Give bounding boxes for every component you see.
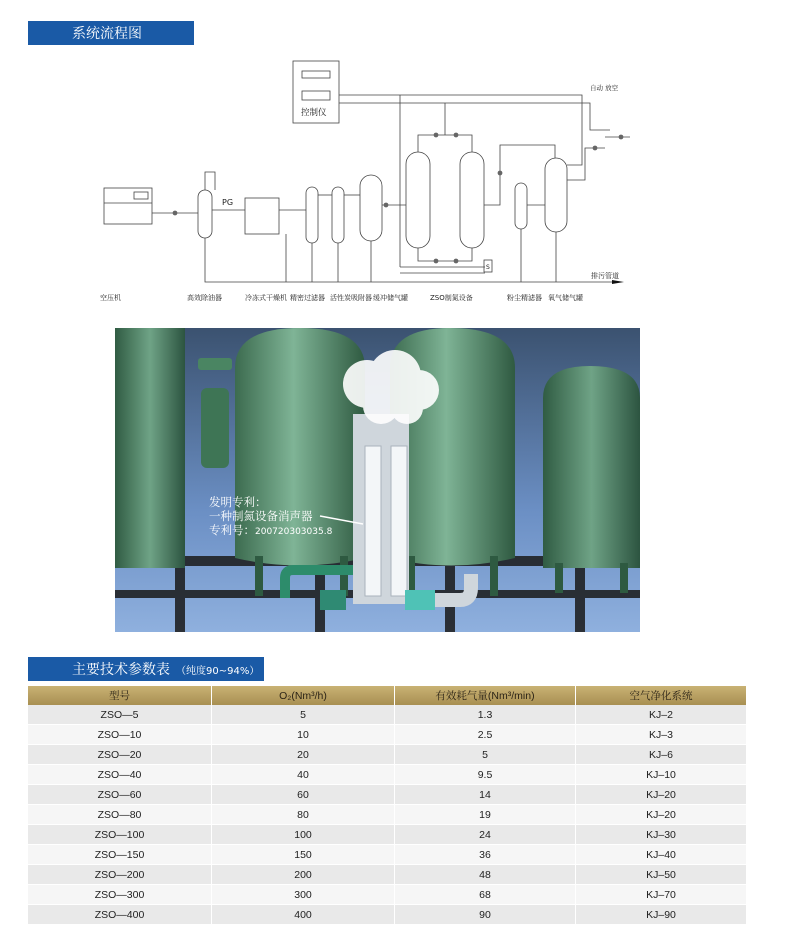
table-cell: KJ–2	[576, 705, 747, 725]
equipment-label: 缓冲储气罐	[373, 294, 408, 302]
table-cell: KJ–30	[576, 825, 747, 845]
section-header-specs	[28, 657, 264, 681]
table-cell: KJ–50	[576, 865, 747, 885]
table-row	[28, 825, 746, 845]
table-cell: KJ–40	[576, 845, 747, 865]
table-cell: KJ–3	[576, 725, 747, 745]
air-compressor	[104, 188, 152, 224]
table-cell: 5	[212, 705, 395, 725]
precision-filter	[306, 187, 318, 243]
table-cell: ZSO—5	[28, 705, 212, 725]
valve-icon	[173, 211, 178, 216]
table-cell: 150	[212, 845, 395, 865]
controller-panel	[302, 91, 330, 100]
table-cell: KJ–20	[576, 785, 747, 805]
drain-label: 排污管道	[591, 272, 619, 280]
refrigerated-dryer	[245, 198, 279, 234]
column-header: O₂(Nm³/h)	[212, 686, 395, 705]
equipment-label: 氧气储气罐	[548, 294, 583, 302]
equipment-labels	[100, 293, 583, 302]
auto-release-label: 自动 放空	[590, 84, 619, 92]
dust-filter	[201, 388, 229, 468]
patent-number: 200720303035.8	[255, 527, 333, 537]
table-row	[28, 745, 746, 765]
arrow-icon	[612, 280, 624, 284]
table-row	[28, 785, 746, 805]
table-cell: ZSO—200	[28, 865, 212, 885]
table-cell: ZSO—400	[28, 905, 212, 925]
equipment-label: 活性炭吸附器	[330, 294, 372, 302]
system-flow-diagram	[90, 55, 650, 310]
table-cell: 19	[395, 805, 576, 825]
table-cell: ZSO—10	[28, 725, 212, 745]
table-cell: 80	[212, 805, 395, 825]
table-header-row	[28, 686, 746, 705]
dust-filter	[515, 183, 527, 229]
table-cell: 40	[212, 765, 395, 785]
equipment-rendering	[115, 328, 640, 632]
adsorption-tower-right	[460, 152, 484, 248]
table-cell: 90	[395, 905, 576, 925]
patent-line-2: 一种制氮设备消声器	[209, 509, 313, 523]
table-cell: ZSO—40	[28, 765, 212, 785]
section-subtitle: （纯度90~94%）	[176, 665, 260, 677]
table-cell: KJ–6	[576, 745, 747, 765]
column-header: 型号	[28, 686, 212, 705]
table-cell: KJ–70	[576, 885, 747, 905]
table-row	[28, 845, 746, 865]
pipe-flange	[320, 590, 346, 610]
section-header-flowchart	[28, 21, 194, 45]
table-cell: ZSO—150	[28, 845, 212, 865]
controller-display	[302, 71, 330, 78]
pipe-flange	[405, 590, 435, 610]
table-cell: KJ–90	[576, 905, 747, 925]
table-cell: 100	[212, 825, 395, 845]
section-title: 主要技术参数表	[72, 662, 170, 678]
valve-icon	[434, 133, 439, 138]
valve-icon	[498, 171, 503, 176]
valve-icon	[454, 133, 459, 138]
table-cell: 36	[395, 845, 576, 865]
s-label: S	[486, 264, 490, 271]
table-cell: 2.5	[395, 725, 576, 745]
table-cell: 5	[395, 745, 576, 765]
controller-label: 控制仪	[301, 108, 327, 118]
table-cell: 14	[395, 785, 576, 805]
oxygen-tank	[545, 158, 567, 232]
table-cell: 1.3	[395, 705, 576, 725]
table-row	[28, 725, 746, 745]
table-cell: 20	[212, 745, 395, 765]
buffer-tank	[360, 175, 382, 241]
table-cell: ZSO—100	[28, 825, 212, 845]
pg-label: PG	[222, 198, 234, 207]
valve-icon	[454, 259, 459, 264]
tank-left	[115, 328, 185, 568]
adsorption-tower-left	[406, 152, 430, 248]
table-row	[28, 865, 746, 885]
table-row	[28, 885, 746, 905]
patent-line-3-label: 专利号：	[209, 523, 255, 537]
table-cell: 300	[212, 885, 395, 905]
section-title: 系统流程图	[72, 26, 142, 42]
activated-carbon-adsorber	[332, 187, 344, 243]
table-cell: KJ–10	[576, 765, 747, 785]
valve-icon	[619, 135, 624, 140]
equipment-label: 精密过滤器	[290, 294, 325, 302]
table-cell: ZSO—20	[28, 745, 212, 765]
patent-line-1: 发明专利：	[209, 495, 267, 509]
valve-icon	[593, 146, 598, 151]
valve-icon	[384, 203, 389, 208]
equipment-label: 空压机	[100, 294, 121, 302]
equipment-label: 粉尘精滤器	[507, 294, 542, 302]
equipment-label: 高效除油器	[187, 294, 222, 302]
equipment-label: 冷冻式干燥机	[245, 294, 287, 302]
table-cell: 10	[212, 725, 395, 745]
column-header: 空气净化系统	[576, 686, 747, 705]
table-row	[28, 765, 746, 785]
spec-table	[28, 686, 746, 925]
table-cell: 24	[395, 825, 576, 845]
table-cell: 68	[395, 885, 576, 905]
table-cell: 400	[212, 905, 395, 925]
table-cell: 60	[212, 785, 395, 805]
valve-icon	[434, 259, 439, 264]
oil-remover	[198, 190, 212, 238]
table-cell: ZSO—80	[28, 805, 212, 825]
column-header: 有效耗气量(Nm³/min)	[395, 686, 576, 705]
table-cell: 9.5	[395, 765, 576, 785]
table-cell: 48	[395, 865, 576, 885]
table-cell: ZSO—300	[28, 885, 212, 905]
table-cell: KJ–20	[576, 805, 747, 825]
table-row	[28, 705, 746, 725]
table-row	[28, 805, 746, 825]
table-cell: 200	[212, 865, 395, 885]
table-cell: ZSO—60	[28, 785, 212, 805]
oxygen-tank	[543, 366, 640, 568]
equipment-label: ZSO制氮设备	[430, 294, 473, 302]
